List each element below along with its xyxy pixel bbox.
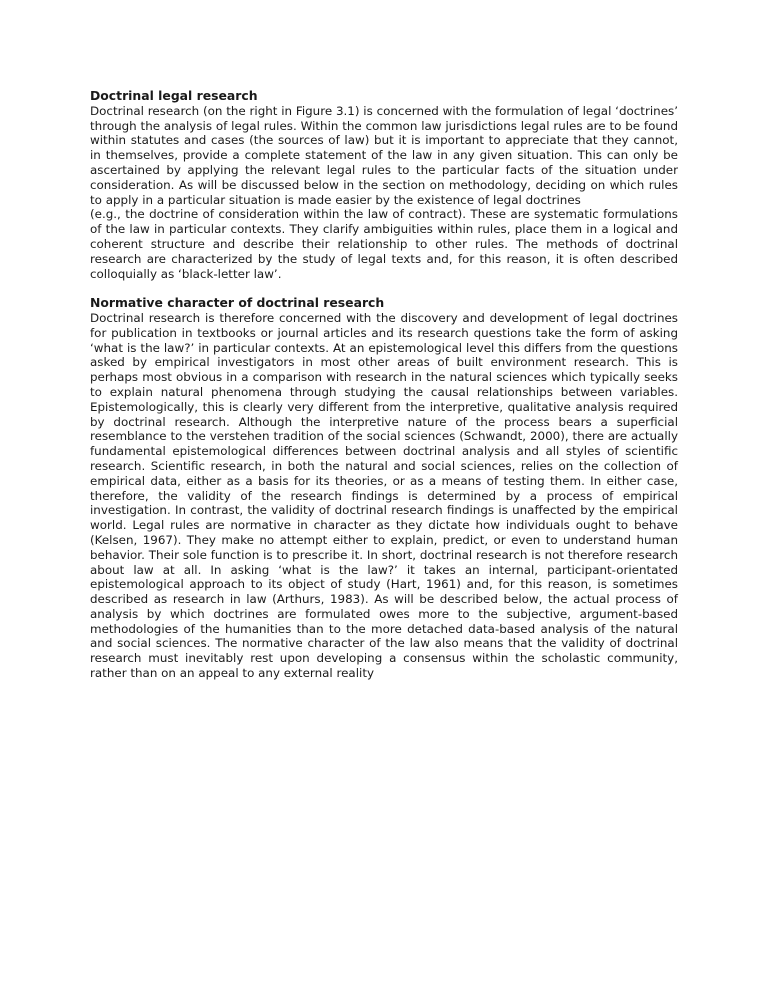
section-heading-doctrinal-legal-research: Doctrinal legal research <box>90 88 258 103</box>
paragraph-doctrine-example: (e.g., the doctrine of consideration within the law of contract). These are systematic formulations of the law in particular contexts. They clarify ambiguities within rules, place them in a logical and coherent structure and describe their relationship to other rules. The methods of doctrinal research are characterized by the study of legal texts and, for this reason, it is often described colloquially as ‘black-letter law’. <box>90 207 678 281</box>
section-spacer <box>90 281 678 296</box>
paragraph-doctrinal-research: Doctrinal research (on the right in Figure 3.1) is concerned with the formulation of legal ‘doctrines’ through the analysis of legal rules. Within the common law jurisdictions legal rules are to be found within statutes and cases (the sources of law) but it is important to appreciate that they cannot, in themselves, provide a complete statement of the law in any given situation. This can only be ascertained by applying the relevant legal rules to the particular facts of the situation under consideration. As will be discussed below in the section on methodology, deciding on which rules to apply in a particular situation is made easier by the existence of legal doctrines <box>90 103 678 207</box>
paragraph-normative-character: Doctrinal research is therefore concerned with the discovery and development of legal doctrines for publication in textbooks or journal articles and its research questions take the form of asking ‘what is the law?’ in particular contexts. At an epistemological level this differs from the questions asked by empirical investigators in most other areas of built environment research. This is perhaps most obvious in a comparison with research in the natural sciences which typically seeks to explain natural phenomena through studying the causal relationships between variables. Epistemologically, this is clearly very different from the interpretive, qualitative analysis required by doctrinal research. Although the interpretive nature of the process bears a superficial resemblance to the verstehen tradition of the social sciences (Schwandt, 2000), there are actually fundamental epistemological differences between doctrinal analysis and all styles of scientific research. Scientific research, in both the natural and social sciences, relies on the collection of empirical data, either as a basis for its theories, or as a means of testing them. In either case, therefore, the validity of the research findings is determined by a process of empirical investigation. In contrast, the validity of doctrinal research findings is unaffected by the empirical world. Legal rules are normative in character as they dictate how individuals ought to behave (Kelsen, 1967). They make no attempt either to explain, predict, or even to understand human behavior. Their sole function is to prescribe it. In short, doctrinal research is not therefore research about law at all. In asking ‘what is the law?’ it takes an internal, participant-orientated epistemological approach to its object of study (Hart, 1961) and, for this reason, is sometimes described as research in law (Arthurs, 1983). As will be described below, the actual process of analysis by which doctrines are formulated owes more to the subjective, argument-based methodologies of the humanities than to the more detached data-based analysis of the natural and social sciences. The normative character of the law also means that the validity of doctrinal research must inevitably rest upon developing a consensus within the scholastic community, rather than on an appeal to any external reality <box>90 310 678 681</box>
document-page <box>90 89 678 681</box>
section-heading-normative-character: Normative character of doctrinal research <box>90 295 385 311</box>
